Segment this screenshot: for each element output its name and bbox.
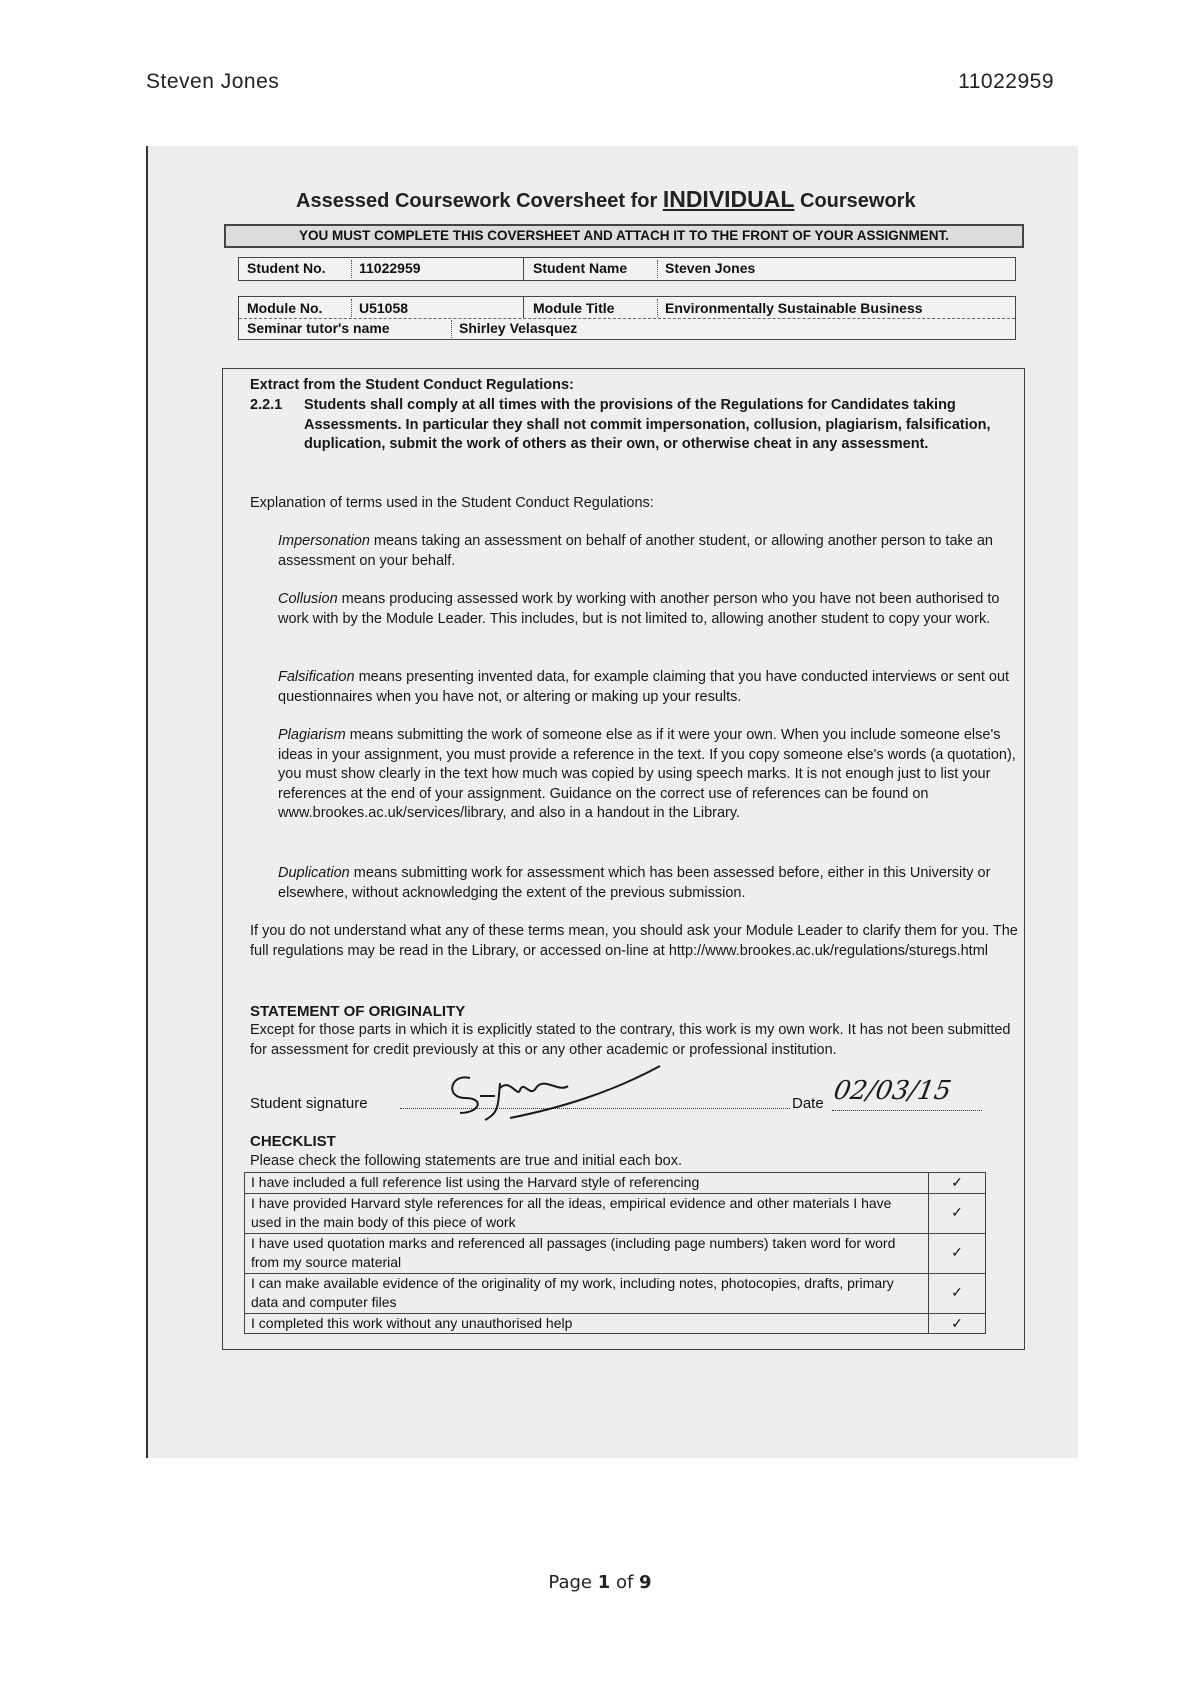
student-info-row <box>238 257 1016 281</box>
checklist-row <box>245 1273 986 1313</box>
checklist-instruction: Please check the following statements are true and initial each box. <box>250 1153 683 1169</box>
explanation-intro: Explanation of terms used in the Student Conduct Regulations: <box>250 495 654 511</box>
checklist-row <box>245 1233 986 1273</box>
signature-date: 02/03/15 <box>831 1076 954 1106</box>
term-plagiarism: Plagiarism means submitting the work of someone else as if it were your own. When you include someone else's ideas in your assignment, you must provide a reference in the text. If you copy someone else's words (a quotation), you must show clearly in the text how much was copied by using speech marks. It is not enough just to list your references at the end of your assignment. Guidance on the correct use of references can be found on www.brookes.ac.uk/services/library, and also in a handout in the Library. <box>278 727 1016 822</box>
header-student-id: 11022959 <box>958 70 1054 93</box>
module-no-label: Module No. <box>247 300 323 316</box>
signature-label: Student signature <box>250 1095 368 1112</box>
checklist-row <box>245 1313 986 1334</box>
tick-mark: ✓ <box>929 1233 986 1273</box>
module-info-row <box>238 296 1016 340</box>
header-author: Steven Jones <box>146 70 280 93</box>
term-duplication: Duplication means submitting work for assessment which has been assessed before, either in this University or elsewhere, without acknowledging the extent of the previous submission. <box>278 865 991 901</box>
student-signature <box>440 1058 680 1128</box>
student-name-label: Student Name <box>533 260 628 276</box>
tutor-label: Seminar tutor's name <box>247 320 390 336</box>
student-no-value: 11022959 <box>359 260 421 276</box>
term-collusion: Collusion means producing assessed work by working with another person who you have not been authorised to work with by the Module Leader. This includes, but is not limited to, allowing another student to copy your work. <box>278 591 1000 627</box>
checklist-row <box>245 1173 986 1194</box>
student-no-label: Student No. <box>247 260 326 276</box>
checklist-item: I have included a full reference list using the Harvard style of referencing <box>245 1173 929 1194</box>
extract-heading: Extract from the Student Conduct Regulations: <box>250 377 574 393</box>
date-label: Date <box>792 1095 824 1112</box>
checklist-heading: CHECKLIST <box>250 1133 336 1150</box>
checklist-item: I have used quotation marks and referenced all passages (including page numbers) taken word for word from my source material <box>245 1233 929 1273</box>
page-number: Page 1 of 9 <box>548 1572 652 1593</box>
tick-mark: ✓ <box>929 1273 986 1313</box>
tutor-value: Shirley Velasquez <box>459 320 578 336</box>
term-impersonation: Impersonation means taking an assessment on behalf of another student, or allowing another person to take an assessment on your behalf. <box>278 533 993 569</box>
coversheet-title: Assessed Coursework Coversheet for INDIVIDUAL Coursework <box>296 186 916 212</box>
student-name-value: Steven Jones <box>665 260 756 276</box>
tick-mark: ✓ <box>929 1313 986 1334</box>
checklist-table <box>244 1172 986 1334</box>
module-no-value: U51058 <box>359 300 409 316</box>
checklist-item: I have provided Harvard style references for all the ideas, empirical evidence and other materials I have used in the main body of this piece of work <box>245 1193 929 1233</box>
tick-mark: ✓ <box>929 1173 986 1194</box>
checklist-item: I completed this work without any unauthorised help <box>245 1313 929 1334</box>
checklist-row <box>245 1193 986 1233</box>
instruction-banner: YOU MUST COMPLETE THIS COVERSHEET AND ATTACH IT TO THE FRONT OF YOUR ASSIGNMENT. <box>224 224 1024 248</box>
clause-text: Students shall comply at all times with the provisions of the Regulations for Candidates taking Assessments. In particular they shall not commit impersonation, collusion, plagiarism, falsification, duplication, submit the work of others as their own, or otherwise cheat in any assessment. <box>304 397 991 453</box>
originality-text: Except for those parts in which it is explicitly stated to the contrary, this work is my own work. It has not been submitted for assessment for credit previously at this or any other academic or professional institution. <box>250 1022 1011 1058</box>
module-title-value: Environmentally Sustainable Business <box>665 300 923 316</box>
regulations-closing: If you do not understand what any of these terms mean, you should ask your Module Leader to clarify them for you. The full regulations may be read in the Library, or accessed on-line at http://www.brookes.ac.uk/regulations/sturegs.html <box>250 923 1018 959</box>
tick-mark: ✓ <box>929 1193 986 1233</box>
term-falsification: Falsification means presenting invented data, for example claiming that you have conducted interviews or sent out questionnaires when you have not, or altering or making up your results. <box>278 669 1010 705</box>
clause-number: 2.2.1 <box>250 397 283 413</box>
module-title-label: Module Title <box>533 300 615 316</box>
originality-heading: STATEMENT OF ORIGINALITY <box>250 1003 466 1020</box>
checklist-item: I can make available evidence of the originality of my work, including notes, photocopies, drafts, primary data and computer files <box>245 1273 929 1313</box>
